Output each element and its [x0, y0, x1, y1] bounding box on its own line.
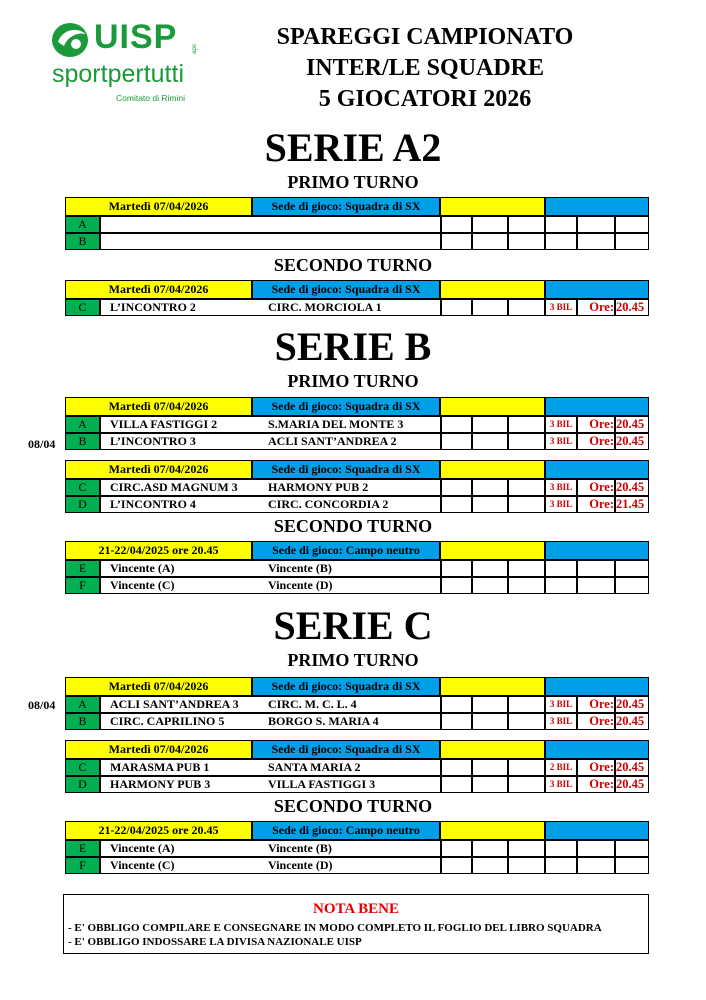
- uisp-emblem-icon: [50, 20, 94, 60]
- home-team: CIRC. CAPRILINO 5: [110, 714, 225, 728]
- serie-c-side-date: 08/04: [28, 698, 56, 712]
- serie-b-side-date: 08/04: [28, 437, 56, 451]
- score-cell: [441, 857, 472, 874]
- match-time: 20.45: [615, 416, 649, 433]
- score-cell: [472, 233, 508, 250]
- serie-a2-secondo-turno: SECONDO TURNO: [273, 255, 433, 275]
- sede-header: Sede di gioco: Squadra di SX: [252, 197, 440, 216]
- match-teams: [100, 233, 441, 250]
- match-teams: [100, 696, 441, 713]
- header-yellow-cell: [440, 541, 545, 560]
- match-time: [615, 840, 649, 857]
- header-yellow-cell: [440, 821, 545, 840]
- ore-label: Ore:: [577, 496, 615, 513]
- home-team: HARMONY PUB 3: [110, 777, 211, 791]
- home-team: Vincente (C): [110, 578, 175, 592]
- serie-b-secondo-turno: SECONDO TURNO: [273, 516, 433, 536]
- match-teams: [100, 216, 441, 233]
- home-team: ACLI SANT’ANDREA 3: [110, 697, 239, 711]
- away-team: ACLI SANT’ANDREA 2: [268, 434, 397, 448]
- score-cell: [472, 416, 508, 433]
- home-team: L’INCONTRO 3: [110, 434, 196, 448]
- serie-a2-primo-turno: PRIMO TURNO: [287, 172, 419, 192]
- nota-bene-box: [63, 894, 649, 954]
- ore-label: Ore:: [577, 299, 615, 316]
- match-teams: [100, 713, 441, 730]
- nota-bene-title: NOTA BENE: [313, 901, 399, 917]
- away-team: Vincente (B): [268, 841, 332, 855]
- header-blue-cell: [545, 197, 649, 216]
- home-team: MARASMA PUB 1: [110, 760, 210, 774]
- match-teams: [100, 496, 441, 513]
- away-team: Vincente (D): [268, 858, 333, 872]
- tables-count: [545, 840, 577, 857]
- date-header: Martedì 07/04/2026: [65, 280, 252, 299]
- score-cell: [472, 496, 508, 513]
- match-time: [615, 216, 649, 233]
- row-letter: E: [65, 840, 100, 857]
- title-line-1: SPAREGGI CAMPIONATO: [276, 24, 574, 50]
- score-cell: [508, 696, 545, 713]
- match-time: 20.45: [615, 696, 649, 713]
- score-cell: [441, 759, 472, 776]
- match-time: [615, 577, 649, 594]
- row-letter: B: [65, 233, 100, 250]
- away-team: BORGO S. MARIA 4: [268, 714, 379, 728]
- sede-header: Sede di gioco: Campo neutro: [252, 541, 440, 560]
- serie-b-title: SERIE B: [274, 324, 432, 369]
- row-letter: F: [65, 857, 100, 874]
- sede-header: Sede di gioco: Squadra di SX: [252, 677, 440, 696]
- tables-count: [545, 560, 577, 577]
- match-teams: [100, 840, 441, 857]
- score-cell: [441, 560, 472, 577]
- score-cell: [472, 479, 508, 496]
- score-cell: [508, 840, 545, 857]
- ore-label: Ore:: [577, 416, 615, 433]
- tables-count: 3 BIL: [545, 479, 577, 496]
- tables-count: [545, 233, 577, 250]
- score-cell: [508, 560, 545, 577]
- away-team: Vincente (D): [268, 578, 333, 592]
- serie-b-primo-turno: PRIMO TURNO: [287, 371, 419, 391]
- ore-label: [577, 577, 615, 594]
- score-cell: [508, 233, 545, 250]
- score-cell: [441, 776, 472, 793]
- score-cell: [472, 299, 508, 316]
- header-blue-cell: [545, 677, 649, 696]
- header-blue-cell: [545, 740, 649, 759]
- tables-count: 3 BIL: [545, 433, 577, 450]
- match-time: 20.45: [615, 759, 649, 776]
- score-cell: [472, 433, 508, 450]
- score-cell: [508, 479, 545, 496]
- header-yellow-cell: [440, 197, 545, 216]
- match-time: [615, 233, 649, 250]
- score-cell: [472, 857, 508, 874]
- away-team: CIRC. MORCIOLA 1: [268, 300, 382, 314]
- page-title: [220, 22, 630, 115]
- header-yellow-cell: [440, 397, 545, 416]
- score-cell: [441, 233, 472, 250]
- nota-line-1: - E' OBBLIGO COMPILARE E CONSEGNARE IN MODO COMPLETO IL FOGLIO DEL LIBRO SQUADRA: [68, 922, 602, 934]
- score-cell: [508, 496, 545, 513]
- score-cell: [508, 776, 545, 793]
- header-yellow-cell: [440, 460, 545, 479]
- header-yellow-cell: [440, 677, 545, 696]
- header-blue-cell: [545, 541, 649, 560]
- uisp-brand: UISP: [94, 18, 178, 56]
- tables-count: 3 BIL: [545, 776, 577, 793]
- home-team: VILLA FASTIGGI 2: [110, 417, 218, 431]
- tables-count: 2 BIL: [545, 759, 577, 776]
- row-letter: C: [65, 479, 100, 496]
- sportpertutti-text: sportpertutti: [52, 60, 185, 88]
- score-cell: [472, 560, 508, 577]
- home-team: Vincente (C): [110, 858, 175, 872]
- header-blue-cell: [545, 280, 649, 299]
- ore-label: [577, 560, 615, 577]
- date-header: 21-22/04/2025 ore 20.45: [65, 541, 252, 560]
- match-teams: [100, 479, 441, 496]
- score-cell: [508, 759, 545, 776]
- sede-header: Sede di gioco: Squadra di SX: [252, 280, 440, 299]
- date-header: Martedì 07/04/2026: [65, 197, 252, 216]
- match-teams: [100, 857, 441, 874]
- match-teams: [100, 299, 441, 316]
- ore-label: Ore:: [577, 713, 615, 730]
- sede-header: Sede di gioco: Squadra di SX: [252, 740, 440, 759]
- sede-header: Sede di gioco: Campo neutro: [252, 821, 440, 840]
- match-time: [615, 560, 649, 577]
- ore-label: [577, 216, 615, 233]
- serie-a2-title: SERIE A2: [264, 125, 442, 170]
- comitato-text: Comitato di Rimini: [116, 93, 185, 103]
- away-team: HARMONY PUB 2: [268, 480, 369, 494]
- tables-count: [545, 216, 577, 233]
- date-header: Martedì 07/04/2026: [65, 677, 252, 696]
- match-time: [615, 857, 649, 874]
- uisp-aps: aps: [191, 44, 198, 54]
- ore-label: Ore:: [577, 759, 615, 776]
- header-blue-cell: [545, 460, 649, 479]
- date-header: 21-22/04/2025 ore 20.45: [65, 821, 252, 840]
- score-cell: [441, 433, 472, 450]
- match-teams: [100, 433, 441, 450]
- match-teams: [100, 416, 441, 433]
- score-cell: [441, 577, 472, 594]
- sede-header: Sede di gioco: Squadra di SX: [252, 460, 440, 479]
- score-cell: [508, 577, 545, 594]
- row-letter: C: [65, 299, 100, 316]
- score-cell: [441, 496, 472, 513]
- match-teams: [100, 560, 441, 577]
- tables-count: 3 BIL: [545, 713, 577, 730]
- uisp-logo: [50, 18, 210, 118]
- score-cell: [472, 840, 508, 857]
- tables-count: 3 BIL: [545, 696, 577, 713]
- ore-label: [577, 840, 615, 857]
- row-letter: E: [65, 560, 100, 577]
- away-team: SANTA MARIA 2: [268, 760, 361, 774]
- score-cell: [472, 216, 508, 233]
- title-line-3: 5 GIOCATORI 2026: [318, 86, 532, 112]
- match-time: 21.45: [615, 496, 649, 513]
- score-cell: [508, 216, 545, 233]
- home-team: Vincente (A): [110, 841, 175, 855]
- date-header: Martedì 07/04/2026: [65, 740, 252, 759]
- tables-count: [545, 577, 577, 594]
- tables-count: 3 BIL: [545, 496, 577, 513]
- ore-label: Ore:: [577, 776, 615, 793]
- score-cell: [472, 759, 508, 776]
- score-cell: [472, 776, 508, 793]
- match-time: 20.45: [615, 299, 649, 316]
- score-cell: [508, 713, 545, 730]
- away-team: VILLA FASTIGGI 3: [268, 777, 376, 791]
- tables-count: 3 BIL: [545, 416, 577, 433]
- serie-c-primo-turno: PRIMO TURNO: [287, 650, 419, 670]
- home-team: L’INCONTRO 4: [110, 497, 196, 511]
- tables-count: 3 BIL: [545, 299, 577, 316]
- score-cell: [441, 713, 472, 730]
- date-header: Martedì 07/04/2026: [65, 397, 252, 416]
- header-yellow-cell: [440, 740, 545, 759]
- row-letter: B: [65, 713, 100, 730]
- ore-label: Ore:: [577, 696, 615, 713]
- away-team: CIRC. CONCORDIA 2: [268, 497, 389, 511]
- nota-line-2: - E' OBBLIGO INDOSSARE LA DIVISA NAZIONALE UISP: [68, 936, 362, 948]
- date-header: Martedì 07/04/2026: [65, 460, 252, 479]
- score-cell: [508, 416, 545, 433]
- match-time: 20.45: [615, 433, 649, 450]
- score-cell: [472, 696, 508, 713]
- match-teams: [100, 577, 441, 594]
- score-cell: [508, 857, 545, 874]
- ore-label: [577, 857, 615, 874]
- row-letter: F: [65, 577, 100, 594]
- sede-header: Sede di gioco: Squadra di SX: [252, 397, 440, 416]
- header-blue-cell: [545, 397, 649, 416]
- away-team: CIRC. M. C. L. 4: [268, 697, 357, 711]
- home-team: Vincente (A): [110, 561, 175, 575]
- row-letter: C: [65, 759, 100, 776]
- home-team: L’INCONTRO 2: [110, 300, 196, 314]
- score-cell: [472, 577, 508, 594]
- ore-label: [577, 233, 615, 250]
- match-time: 20.45: [615, 776, 649, 793]
- away-team: S.MARIA DEL MONTE 3: [268, 417, 404, 431]
- match-time: 20.45: [615, 479, 649, 496]
- score-cell: [441, 416, 472, 433]
- ore-label: Ore:: [577, 433, 615, 450]
- row-letter: A: [65, 216, 100, 233]
- row-letter: A: [65, 416, 100, 433]
- header-yellow-cell: [440, 280, 545, 299]
- score-cell: [472, 713, 508, 730]
- home-team: CIRC.ASD MAGNUM 3: [110, 480, 238, 494]
- tables-count: [545, 857, 577, 874]
- match-teams: [100, 776, 441, 793]
- match-teams: [100, 759, 441, 776]
- away-team: Vincente (B): [268, 561, 332, 575]
- score-cell: [508, 299, 545, 316]
- score-cell: [441, 479, 472, 496]
- ore-label: Ore:: [577, 479, 615, 496]
- score-cell: [441, 840, 472, 857]
- serie-c-title: SERIE C: [273, 603, 433, 648]
- match-time: 20.45: [615, 713, 649, 730]
- serie-c-secondo-turno: SECONDO TURNO: [273, 796, 433, 816]
- row-letter: D: [65, 776, 100, 793]
- row-letter: B: [65, 433, 100, 450]
- score-cell: [508, 433, 545, 450]
- score-cell: [441, 696, 472, 713]
- row-letter: D: [65, 496, 100, 513]
- score-cell: [441, 216, 472, 233]
- row-letter: A: [65, 696, 100, 713]
- header-blue-cell: [545, 821, 649, 840]
- title-line-2: INTER/LE SQUADRE: [305, 55, 545, 81]
- score-cell: [441, 299, 472, 316]
